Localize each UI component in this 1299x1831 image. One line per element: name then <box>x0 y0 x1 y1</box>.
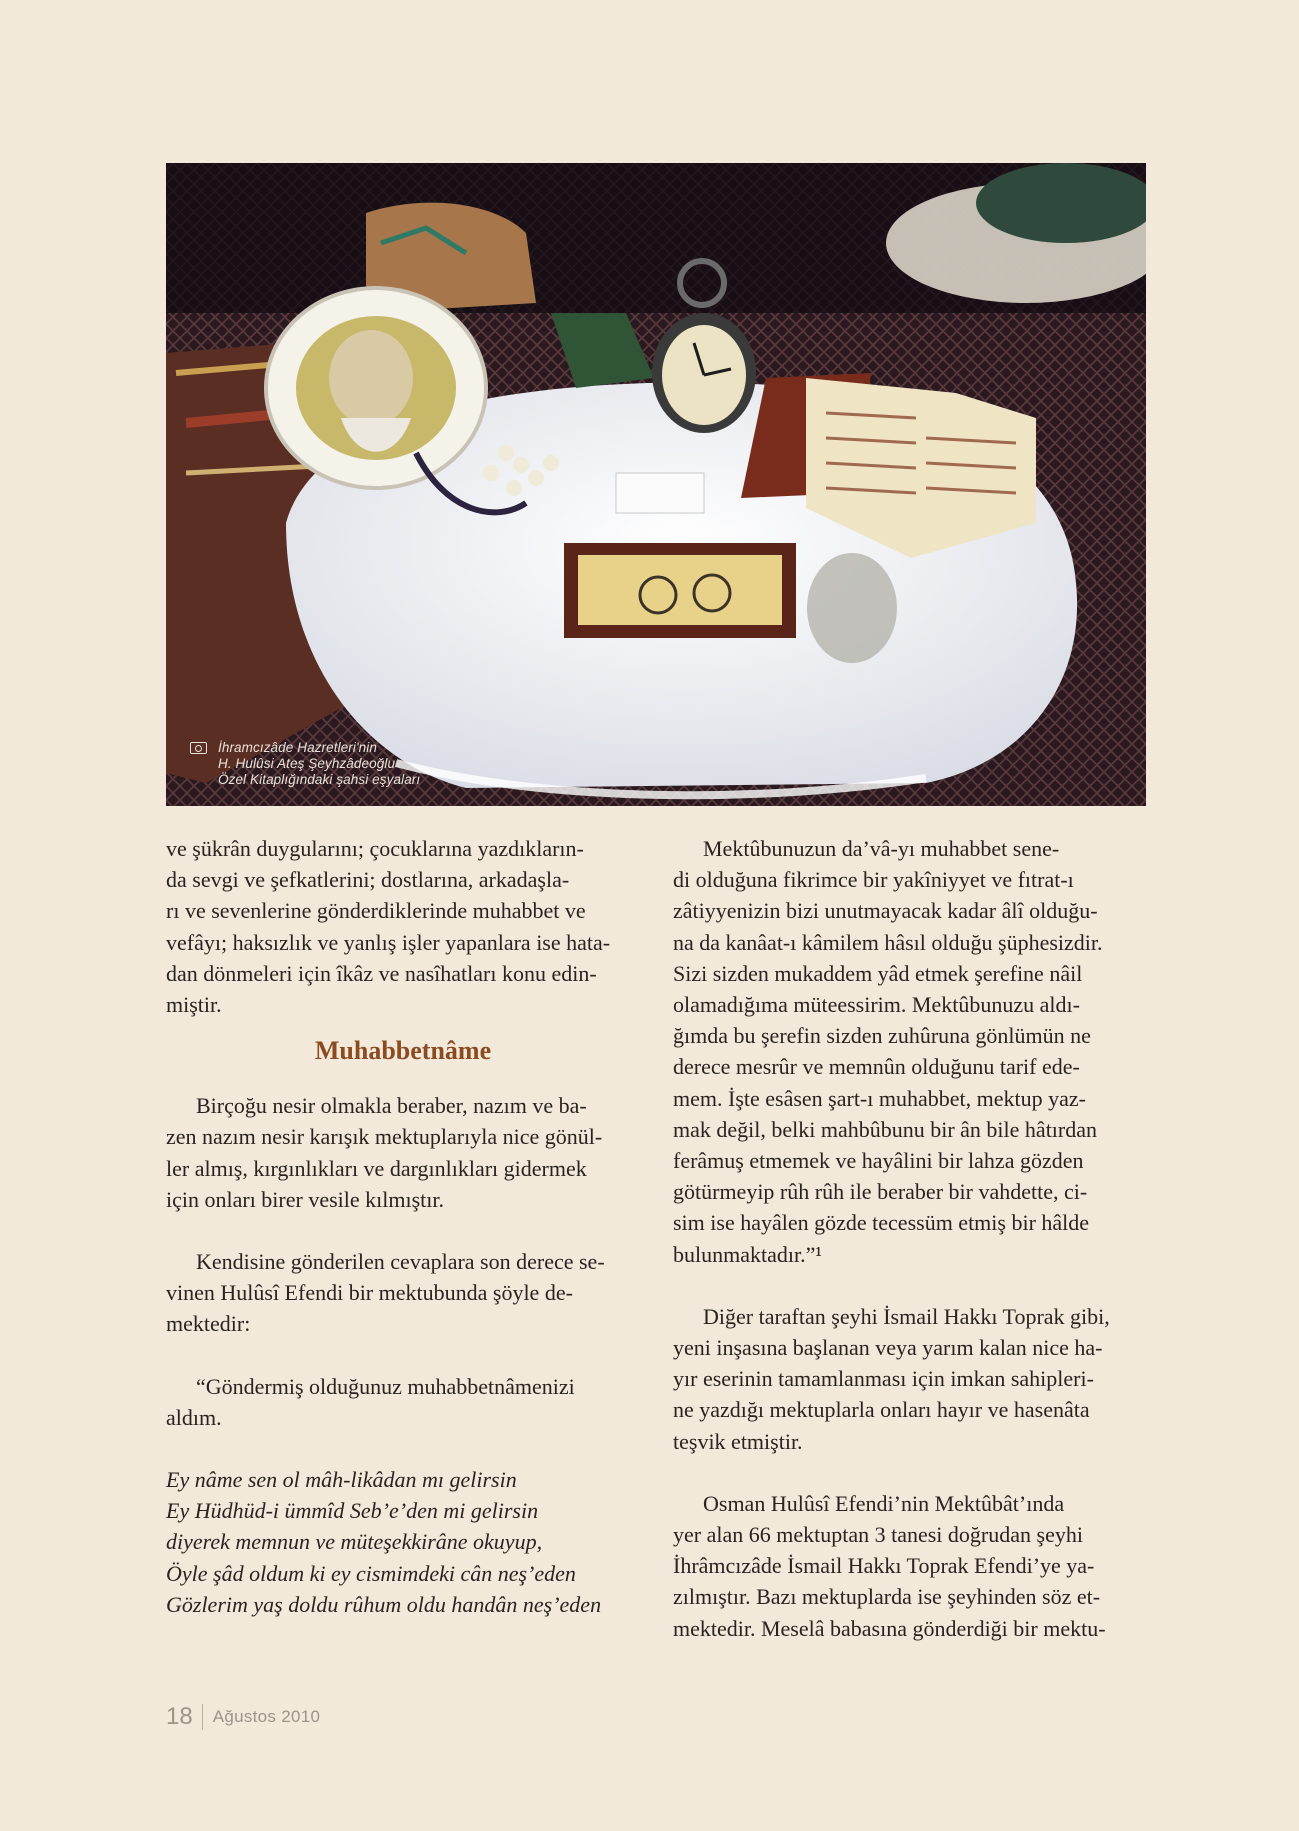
text-line: Sizi sizden mukaddem yâd etmek şerefine nâil <box>673 960 1083 986</box>
article-photo <box>166 163 1146 806</box>
text-line: yer alan 66 mektuptan 3 tanesi doğrudan şeyhi <box>673 1522 1083 1548</box>
text-line: yeni inşasına başlanan veya yarım kalan nice ha- <box>673 1335 1103 1361</box>
verse-line: diyerek memnun ve müteşekkirâne okuyup, <box>166 1529 543 1555</box>
verse-line: Gözlerim yaş doldu rûhum oldu handân neş’eden <box>166 1591 602 1617</box>
text-line: mak değil, belki mahbûbunu bir ân bile hâtırdan <box>673 1116 1098 1142</box>
camera-icon <box>190 742 207 754</box>
text-line: Mektûbunuzun da’vâ-yı muhabbet sene- <box>703 836 1060 861</box>
text-line: na da kanâat-ı kâmilem hâsıl olduğu şüphesizdir. <box>673 929 1103 955</box>
text-line: Birçoğu nesir olmakla beraber, nazım ve ba- <box>196 1093 587 1119</box>
text-line: ler almış, kırgınlıkları ve dargınlıkları gidermek <box>166 1155 587 1181</box>
page-number: 18 <box>166 1703 193 1730</box>
text-line: Osman Hulûsî Efendi’nin Mektûbât’ında <box>703 1490 1065 1516</box>
paragraph <box>673 1488 1147 1644</box>
intro-paragraph <box>166 833 640 1020</box>
caption-line: H. Hulûsi Ateş Şeyhzâdeoğlu <box>218 756 396 771</box>
text-line: mektedir: <box>166 1311 251 1337</box>
text-line: da sevgi ve şefkatlerini; dostlarına, arkadaşla- <box>166 867 570 893</box>
text-line: sim ise hayâlen gözde tecessüm etmiş bir hâlde <box>673 1210 1090 1236</box>
text-line: Diğer taraftan şeyhi İsmail Hakkı Toprak gibi, <box>703 1303 1110 1329</box>
verse-line: Ey Hüdhüd-i ümmîd Seb’e’den mi gelirsin <box>166 1498 539 1524</box>
text-line: aldım. <box>166 1404 222 1430</box>
text-line: vinen Hulûsî Efendi bir mektubunda şöyle de- <box>166 1280 573 1306</box>
text-line: miştir. <box>166 992 222 1018</box>
text-line: yır eserinin tamamlanması için imkan sahipleri- <box>673 1366 1094 1392</box>
verse-line: Öyle şâd oldum ki ey cismimdeki cân neş’eden <box>166 1560 576 1586</box>
text-line: rı ve sevenlerine gönderdiklerinde muhabbet ve <box>166 898 586 924</box>
text-line: di olduğuna fikrimce bir yakîniyyet ve fıtrat-ı <box>673 867 1074 893</box>
personal-belongings-illustration <box>166 163 1146 806</box>
issue-date: Ağustos 2010 <box>212 1707 321 1726</box>
section-heading: Muhabbetnâme <box>314 1036 492 1066</box>
text-line: derece mesrûr ve memnûn olduğunu tarif ede- <box>673 1054 1080 1080</box>
text-line: zılmıştır. Bazı mektuplarda ise şeyhinden söz et- <box>673 1584 1101 1610</box>
caption-line: İhramcızâde Hazretleri'nin <box>218 740 377 755</box>
paragraph <box>166 1246 640 1340</box>
verse <box>166 1464 640 1620</box>
text-line: Kendisine gönderilen cevaplara son derece se- <box>196 1249 605 1275</box>
quote-paragraph <box>166 1371 640 1433</box>
photo-caption <box>192 740 420 788</box>
text-line: ferâmuş etmemek ve hayâlini bir lahza gözden <box>673 1148 1084 1174</box>
text-line: zâtiyyenizin bizi unutmayacak kadar âlî olduğu- <box>673 898 1098 924</box>
left-column <box>166 833 640 1620</box>
text-line: bulunmaktadır.”¹ <box>673 1241 822 1267</box>
text-line: mektedir. Meselâ babasına gönderdiği bir mektu- <box>673 1615 1106 1641</box>
text-line: “Göndermiş olduğunuz muhabbetnâmenizi <box>196 1373 575 1399</box>
text-line: ne yazdığı mektuplarla onları hayır ve hasenâta <box>673 1397 1090 1423</box>
text-line: vefâyı; haksızlık ve yanlış işler yapanlara ise hata- <box>166 929 611 955</box>
text-line: dan dönmeleri için îkâz ve nasîhatları konu edin- <box>166 960 597 986</box>
footer-divider <box>202 1704 203 1730</box>
text-line: ğımda bu şerefin sizden zuhûruna gönlümün ne <box>673 1023 1091 1049</box>
text-line: teşvik etmiştir. <box>673 1428 803 1454</box>
text-line: zen nazım nesir karışık mektuplarıyla nice gönül- <box>166 1124 603 1150</box>
caption-line: Özel Kitaplığındaki şahsi eşyaları <box>218 772 421 787</box>
text-line: götürmeyip rûh rûh ile beraber bir vahdette, ci- <box>673 1179 1088 1205</box>
right-column <box>673 833 1147 1644</box>
text-line: İhrâmcızâde İsmail Hakkı Toprak Efendi’ye ya- <box>673 1553 1095 1579</box>
verse-line: Ey nâme sen ol mâh-likâdan mı gelirsin <box>166 1467 517 1493</box>
page-footer <box>166 1703 320 1731</box>
text-line: mem. İşte esâsen şart-ı muhabbet, mektup yaz- <box>673 1085 1086 1111</box>
text-line: olamadığıma müteessirim. Mektûbunuzu aldı- <box>673 992 1080 1018</box>
quote-continuation <box>673 833 1147 1270</box>
text-line: ve şükrân duygularını; çocuklarına yazdıkların- <box>166 836 584 861</box>
text-line: için onları birer vesile kılmıştır. <box>166 1186 444 1212</box>
paragraph <box>166 1090 640 1215</box>
paragraph <box>673 1301 1147 1457</box>
